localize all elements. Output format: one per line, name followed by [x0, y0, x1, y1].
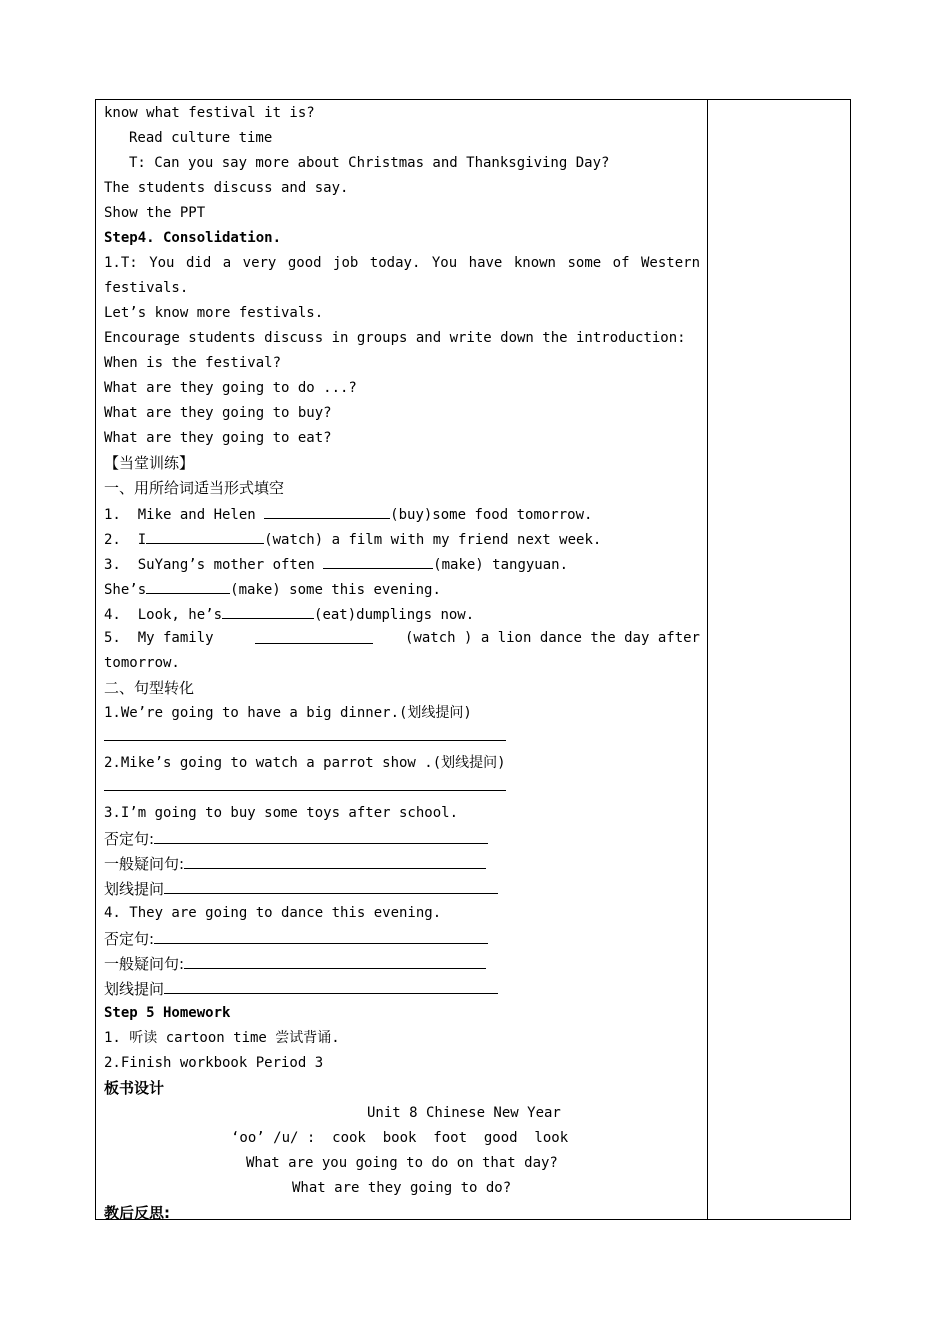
board-line: What are they going to do? — [292, 1180, 512, 1196]
board-line: ‘oo’ /u/ : cook book foot good look — [231, 1130, 569, 1146]
fill-blank[interactable] — [255, 626, 373, 644]
fill-blank[interactable] — [264, 501, 390, 519]
exercise-item: 5. My family (watch ) a lion dance the day after — [104, 626, 700, 651]
question-answer-line[interactable]: 一般疑问句: — [104, 951, 700, 976]
board-line: Unit 8 Chinese New Year — [367, 1105, 561, 1121]
exercise-item: 1. Mike and Helen (buy)some food tomorrow. — [104, 501, 700, 526]
exercise-item: 2. I (watch) a film with my friend next week. — [104, 526, 700, 551]
underline-question-answer-line[interactable]: 划线提问 — [104, 976, 700, 1001]
fill-blank[interactable] — [323, 551, 433, 569]
text-line: tomorrow. — [104, 655, 180, 671]
text-line: The students discuss and say. — [104, 180, 349, 196]
homework-item: 2.Finish workbook Period 3 — [104, 1055, 324, 1071]
table-column-divider — [707, 99, 708, 1220]
exercise-item: 4. Look, he’s (eat)dumplings now. — [104, 601, 700, 626]
sentence-item: 2.Mike’s going to watch a parrot show .(划线提问) — [104, 755, 506, 771]
answer-line[interactable] — [104, 776, 700, 801]
question-line: What are they going to do ...? — [104, 380, 357, 396]
fill-blank[interactable] — [222, 601, 314, 619]
exercise-item: She’s (make) some this evening. — [104, 576, 700, 601]
sentence-item: 3.I’m going to buy some toys after school. — [104, 805, 459, 821]
board-line: What are you going to do on that day? — [246, 1155, 558, 1171]
part2-heading: 二、句型转化 — [104, 679, 195, 697]
part1-heading: 一、用所给词适当形式填空 — [104, 479, 285, 497]
homework-item: 1. 听读 cartoon time 尝试背诵. — [104, 1030, 340, 1046]
step4-heading: Step4. Consolidation. — [104, 230, 282, 246]
fill-blank[interactable] — [146, 526, 264, 544]
step5-heading: Step 5 Homework — [104, 1005, 231, 1021]
answer-line[interactable] — [104, 726, 700, 751]
fill-blank[interactable] — [146, 576, 230, 594]
question-line: What are they going to eat? — [104, 430, 332, 446]
text-line: 1.T: You did a very good job today. You have known some of Western — [104, 255, 700, 271]
text-line: know what festival it is? — [104, 105, 315, 121]
sentence-item: 1.We’re going to have a big dinner.(划线提问) — [104, 705, 472, 721]
text-line: T: Can you say more about Christmas and Thanksgiving Day? — [129, 155, 610, 171]
lesson-content — [104, 101, 700, 1226]
text-line: festivals. — [104, 280, 189, 296]
negative-answer-line[interactable]: 否定句: — [104, 826, 700, 851]
text-line: Show the PPT — [104, 205, 206, 221]
board-design-heading: 板书设计 — [104, 1079, 165, 1097]
underline-question-answer-line[interactable]: 划线提问 — [104, 876, 700, 901]
negative-answer-line[interactable]: 否定句: — [104, 926, 700, 951]
exercise-item: 3. SuYang’s mother often (make) tangyuan. — [104, 551, 700, 576]
text-line: Encourage students discuss in groups and write down the introduction: — [104, 330, 686, 346]
sentence-item: 4. They are going to dance this evening. — [104, 905, 442, 921]
question-line: When is the festival? — [104, 355, 282, 371]
text-line: Read culture time — [129, 130, 273, 146]
practice-heading: 【当堂训练】 — [104, 454, 195, 472]
question-answer-line[interactable]: 一般疑问句: — [104, 851, 700, 876]
reflection-heading: 教后反思: — [104, 1204, 170, 1222]
question-line: What are they going to buy? — [104, 405, 332, 421]
text-line: Let’s know more festivals. — [104, 305, 324, 321]
